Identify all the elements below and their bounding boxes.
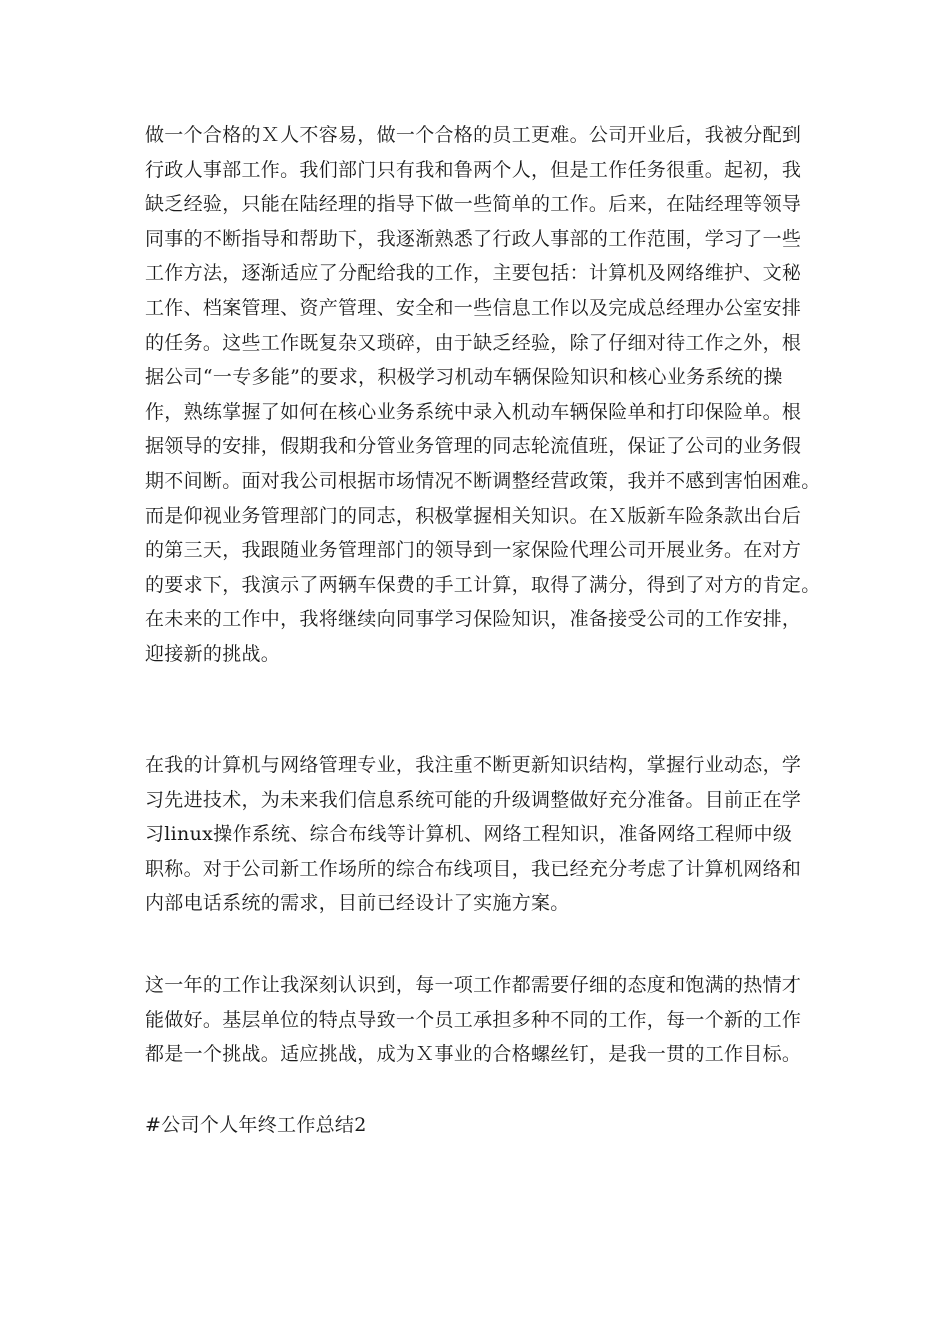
paragraph-line: 缺乏经验，只能在陆经理的指导下做一些简单的工作。后来，在陆经理等领导	[145, 193, 802, 216]
paragraph-line: 习linux操作系统、综合布线等计算机、网络工程知识，准备网络工程师中级	[145, 823, 793, 846]
paragraph-reflection	[145, 968, 815, 1072]
paragraph-line: 同事的不断指导和帮助下，我逐渐熟悉了行政人事部的工作范围，学习了一些	[145, 227, 802, 250]
paragraph-line: 工作方法，逐渐适应了分配给我的工作，主要包括：计算机及网络维护、文秘	[145, 262, 802, 285]
paragraph-professional-study	[145, 748, 815, 921]
section-heading-text: #公司个人年终工作总结2	[145, 1114, 367, 1136]
paragraph-line: 期不间断。面对我公司根据市场情况不断调整经营政策，我并不感到害怕困难。	[145, 469, 821, 492]
paragraph-line: 内部电话系统的需求，目前已经设计了实施方案。	[145, 892, 570, 915]
paragraph-line: 这一年的工作让我深刻认识到，每一项工作都需要仔细的态度和饱满的热情才	[145, 974, 802, 996]
paragraph-line: 职称。对于公司新工作场所的综合布线项目，我已经充分考虑了计算机网络和	[145, 857, 802, 880]
section-heading	[145, 1108, 815, 1143]
paragraph-line: 行政人事部工作。我们部门只有我和鲁两个人，但是工作任务很重。起初，我	[145, 158, 802, 181]
paragraph-line: 习先进技术，为未来我们信息系统可能的升级调整做好充分准备。目前正在学	[145, 788, 802, 811]
paragraph-line: 迎接新的挑战。	[145, 642, 281, 665]
paragraph-line: 的第三天，我跟随业务管理部门的领导到一家保险代理公司开展业务。在对方	[145, 539, 802, 562]
paragraph-line: 据领导的安排，假期我和分管业务管理的同志轮流值班，保证了公司的业务假	[145, 435, 802, 458]
paragraph-line: 而是仰视业务管理部门的同志，积极掌握相关知识。在Ｘ版新车险条款出台后	[145, 504, 802, 527]
paragraph-line: 做一个合格的Ｘ人不容易，做一个合格的员工更难。公司开业后，我被分配到	[145, 124, 802, 146]
paragraph-line: 在我的计算机与网络管理专业，我注重不断更新知识结构，掌握行业动态，学	[145, 754, 802, 776]
paragraph-line: 的要求下，我演示了两辆车保费的手工计算，取得了满分，得到了对方的肯定。	[145, 573, 821, 596]
paragraph-work-experience	[145, 118, 821, 672]
paragraph-line: 的任务。这些工作既复杂又琐碎，由于缺乏经验，除了仔细对待工作之外，根	[145, 331, 802, 354]
paragraph-line: 在未来的工作中，我将继续向同事学习保险知识，准备接受公司的工作安排，	[145, 608, 802, 631]
paragraph-line: 作，熟练掌握了如何在核心业务系统中录入机动车辆保险单和打印保险单。根	[145, 400, 802, 423]
paragraph-line: 据公司“一专多能”的要求，积极学习机动车辆保险知识和核心业务系统的操	[145, 366, 783, 389]
paragraph-line: 都是一个挑战。适应挑战，成为Ｘ事业的合格螺丝钉，是我一贯的工作目标。	[145, 1043, 802, 1066]
paragraph-line: 工作、档案管理、资产管理、安全和一些信息工作以及完成总经理办公室安排	[145, 296, 802, 319]
paragraph-line: 能做好。基层单位的特点导致一个员工承担多种不同的工作，每一个新的工作	[145, 1008, 802, 1031]
